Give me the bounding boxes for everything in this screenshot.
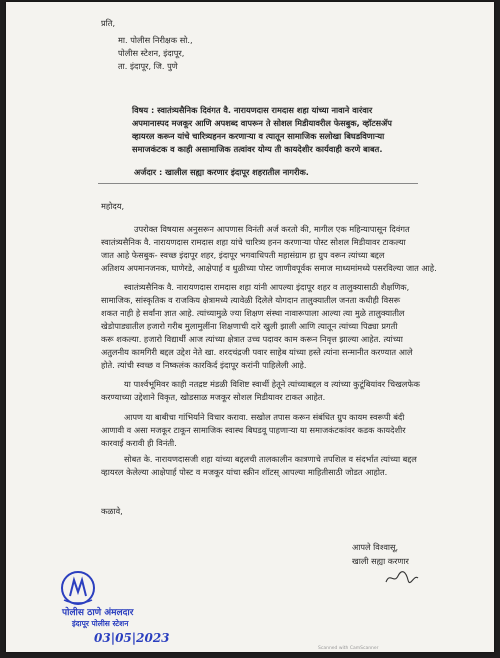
- subject-line: विषय : स्वातंत्र्यसैनिक दिवंगत वै. नारायणदास रामदास शहा यांच्या नावाने वारंवार: [132, 105, 373, 115]
- body-line: आपण या बाबीचा गांभिर्याने विचार करावा. सखोल तपास करून संबंधित ग्रुप कायम स्वरूपी बंदी: [124, 412, 405, 422]
- subject-line: समाजकंटक व काही असामाजिक तत्वांवर योग्य ती कायदेशीर कार्यवाही करणे बाबत.: [132, 144, 383, 154]
- body-line: सामाजिक, सांस्कृतिक व राजकिय क्षेत्रामध्ये त्यावेळी दिलेले योगदान तालुक्यातील जनता कधीही विसरू: [101, 295, 401, 305]
- body-line: आणावी व असा मजकूर टाकून सामाजिक स्वास्थ बिघडवू पाहणाऱ्या या समाजकंटकांवर कडक कायदेशीर: [101, 425, 406, 435]
- body-line: अतुलनीय कामगिरी बद्दल उद्देश नेते खा. शरदचंद्रजी पवार साहेब यांच्या हस्ते त्यांना सन्मानीत करण्यात आले: [101, 347, 413, 357]
- body-line: खेडोपाड्यातील हजारो गरीब मुलामुलींना शिक्षणाची दारे खुली झाली आणि त्यातून त्यांच्या पिढ्या प्रगती: [101, 321, 398, 331]
- sign-off-line: खाली सह्या करणार: [352, 556, 409, 566]
- body-line: होते. त्यांची स्वच्छ व निष्कलंक कारकिर्द इंदापूर करांनी पाहिलेली आहे.: [101, 360, 307, 370]
- applicant-line: अर्जदार : खालील सह्या करणार इंदापूर शहरातील नागरीक.: [134, 167, 309, 177]
- closing: कळावे,: [101, 506, 123, 516]
- signature-scribble: [384, 570, 420, 586]
- stamp-line: इंदापूर पोलीस स्टेशन: [72, 619, 129, 628]
- police-emblem-icon: [58, 568, 98, 608]
- body-line: उपरोक्त विषयास अनुसरून आपणास विनंती अर्ज करतो की, मागील एक महिन्यापासून दिवंगत: [134, 224, 410, 234]
- sign-off-line: आपले विश्वासू,: [352, 542, 399, 552]
- scanner-watermark: Scanned with CamScanner: [318, 646, 379, 651]
- divider: [98, 183, 418, 184]
- letter-page: [6, 2, 494, 652]
- body-line: करू शकल्या. हजारो विद्यार्थी आज त्यांच्या क्षेत्रात उच्च पदावर काम करून निवृत्त झाल्या आहेत. त्यांच्या: [101, 334, 403, 344]
- address-line: पोलीस स्टेशन, इंदापूर,: [118, 48, 185, 58]
- body-line: सोबत के. नारायणदासजी शहा यांच्या बद्दलची तालकालीन कात्रणाचे तपशिल व संदर्भात त्यांच्या बद्दल: [124, 454, 417, 464]
- subject-line: व्हायरल करून यांचे चारित्र्यहनन करणाऱ्या व त्यातून सामाजिक सलोखा बिघडविणाऱ्या: [132, 131, 385, 141]
- salutation: महोदय,: [101, 201, 125, 211]
- body-line: स्वातंत्र्यसैनिक वै. नारायणदास रामदास शहा यांचे चारित्र्य हनन करणाऱ्या पोस्ट सोशल मिडीयावर टाकल्या: [101, 237, 406, 247]
- address-line: मा. पोलीस निरीक्षक सो.,: [118, 35, 193, 45]
- subject-line: अपमानास्पद मजकूर आणि अपशब्द वापरून ते सोशल मिडीयावरील फेसबुक, व्हॉटसॲप: [132, 118, 392, 128]
- body-line: जात आहे फेसबुक- स्वच्छ इंदापूर शहर, इंदापूर भगवाधिपती महासंग्राम हा ग्रुप वरून त्यांच्या बद्दल: [101, 250, 385, 260]
- body-line: शकत नाही हे सर्वांना ज्ञात आहे. त्यांच्यामुळे ज्या शिक्षण संस्था नावारूपाला आल्या त्या मुळे तालुक्यातील: [101, 308, 405, 318]
- address-line: ता. इंदापूर, जि. पुणे: [118, 61, 178, 71]
- body-line: अतिशय अपमानजनक, घाणेरडे, आक्षेपार्ह व धुळीच्या पोस्ट जाणीवपूर्वक समाज माध्यमांमध्ये पसरविल्या जात आहे.: [101, 263, 437, 273]
- body-line: स्वातंत्र्यसैनिक वै. नारायणदास रामदास शहा यांनी आपल्या इंदापूर शहर व तालुक्यासाठी शैक्षणिक,: [124, 282, 410, 292]
- body-line: करण्याच्या उद्देशाने विकृत, खोडसाळ मजकूर सोशल मिडीयावर टाकत आहेत.: [101, 392, 326, 402]
- stamp-line: पोलीस ठाणे अंमलदार: [62, 608, 134, 618]
- address-line: प्रति,: [101, 18, 116, 28]
- body-line: कारवाई करावी ही विनंती.: [101, 438, 177, 448]
- body-line: व्हायरल केलेल्या आक्षेपार्ह पोस्ट व मजकूर यांचा स्क्रीन शॉटस् आपल्या माहितीसाठी जोडत आहोत.: [101, 467, 388, 477]
- body-line: या पार्श्वभूमिवर काही नतद्रष्ट मंडळी विशिष्ट स्वार्थी हेतूने त्यांच्याबद्दल व त्यांच्या कुटूंबियांवर चिखलफेक: [124, 379, 420, 389]
- stamp-date: 03|05|2023: [94, 631, 170, 645]
